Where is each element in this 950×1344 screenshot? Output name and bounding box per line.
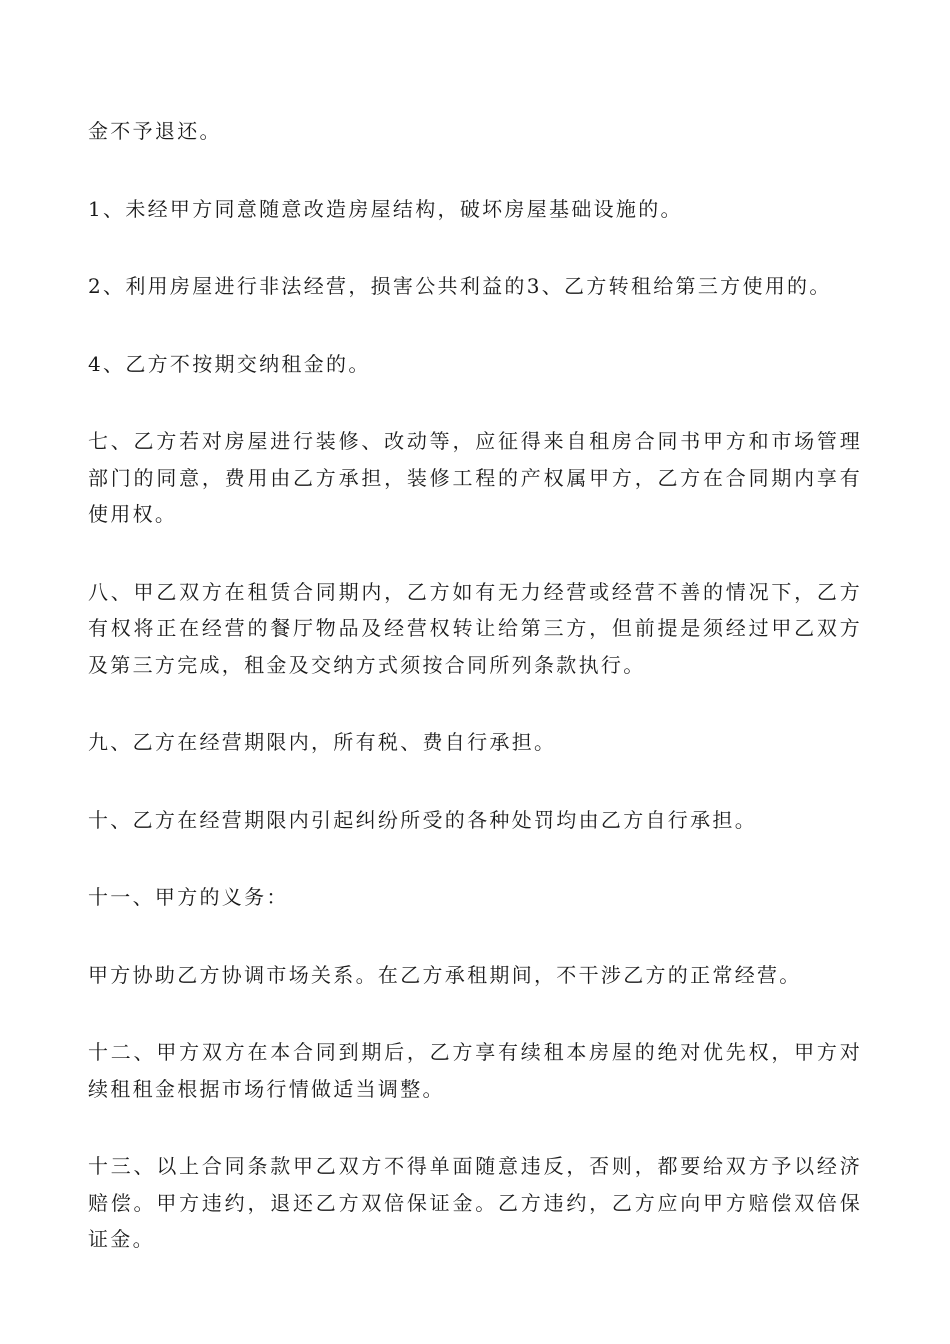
paragraph-article-10: 十、乙方在经营期限内引起纠纷所受的各种处罚均由乙方自行承担。 — [88, 807, 757, 832]
paragraph-article-9: 九、乙方在经营期限内，所有税、费自行承担。 — [88, 730, 557, 754]
paragraph-article-11-body: 甲方协助乙方协调市场关系。在乙方承租期间，不干涉乙方的正常经营。 — [88, 962, 802, 987]
paragraph-article-8: 八、甲乙双方在租赁合同期内，乙方如有无力经营或经营不善的情况下，乙方有权将正在经营的餐厅物品及经营权转让给第三方，但前提是须经过甲乙双方及第三方完成，租金及交纳方式须按合同所列条款执行。 — [88, 579, 862, 677]
paragraph-clause-2-3: 2、利用房屋进行非法经营，损害公共利益的3、乙方转租给第三方使用的。 — [88, 274, 832, 298]
paragraph-article-11-heading: 十一、甲方的义务： — [88, 885, 289, 909]
paragraph-article-12: 十二、甲方双方在本合同到期后，乙方享有续租本房屋的绝对优先权，甲方对续租租金根据市场行情做适当调整。 — [88, 1040, 862, 1101]
paragraph-clause-4: 4、乙方不按期交纳租金的。 — [88, 351, 371, 376]
paragraph-clause-1: 1、未经甲方同意随意改造房屋结构，破坏房屋基础设施的。 — [88, 196, 683, 221]
paragraph-deposit-not-refunded: 金不予退还。 — [88, 119, 222, 143]
paragraph-article-13: 十三、以上合同条款甲乙双方不得单面随意违反，否则，都要给双方予以经济赔偿。甲方违约，退还乙方双倍保证金。乙方违约，乙方应向甲方赔偿双倍保证金。 — [88, 1154, 862, 1251]
paragraph-article-7: 七、乙方若对房屋进行装修、改动等，应征得来自租房合同书甲方和市场管理部门的同意，费用由乙方承担，装修工程的产权属甲方，乙方在合同期内享有使用权。 — [88, 429, 862, 526]
